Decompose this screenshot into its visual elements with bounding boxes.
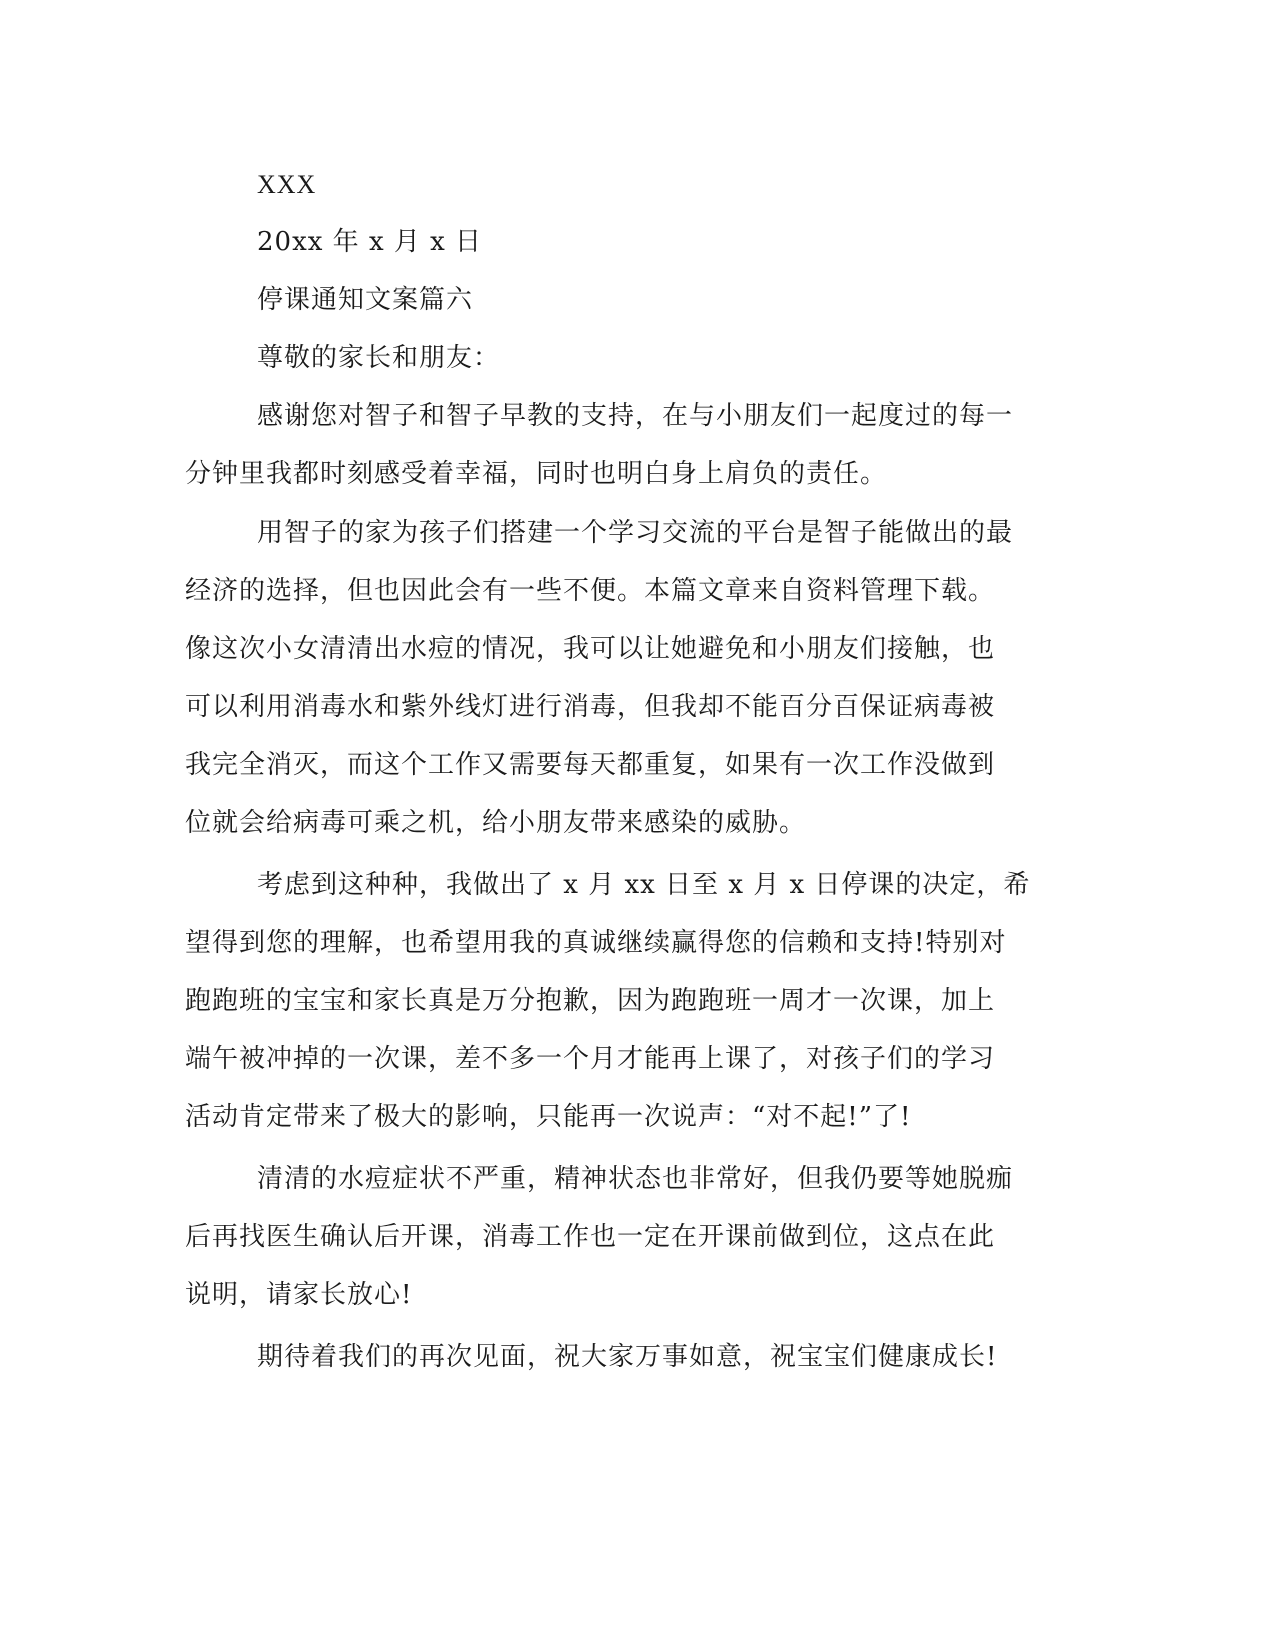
document-heading: 停课通知文案篇六 <box>257 285 474 315</box>
paragraph-line: 考虑到这种种，我做出了 x 月 xx 日至 x 月 x 日停课的决定，希 <box>257 870 1031 900</box>
paragraph-line: 端午被冲掉的一次课，差不多一个月才能再上课了，对孩子们的学习 <box>185 1044 996 1074</box>
paragraph-line: 像这次小女清清出水痘的情况，我可以让她避免和小朋友们接触，也 <box>185 634 996 664</box>
paragraph-line: 活动肯定带来了极大的影响，只能再一次说声：“对不起!”了! <box>185 1102 912 1132</box>
paragraph-line: 说明，请家长放心! <box>185 1280 413 1310</box>
paragraph-line: 清清的水痘症状不严重，精神状态也非常好，但我仍要等她脱痂 <box>257 1164 1014 1194</box>
salutation: 尊敬的家长和朋友： <box>257 343 501 373</box>
paragraph-line: 经济的选择，但也因此会有一些不便。本篇文章来自资料管理下载。 <box>185 576 996 606</box>
paragraph-line: 分钟里我都时刻感受着幸福，同时也明白身上肩负的责任。 <box>185 459 888 489</box>
signature: XXX <box>257 170 317 199</box>
paragraph-line: 望得到您的理解，也希望用我的真诚继续赢得您的信赖和支持!特别对 <box>185 928 1007 958</box>
date-line: 20xx 年 x 月 x 日 <box>257 227 483 257</box>
paragraph-line: 用智子的家为孩子们搭建一个学习交流的平台是智子能做出的最 <box>257 518 1014 548</box>
paragraph-line: 期待着我们的再次见面，祝大家万事如意，祝宝宝们健康成长! <box>257 1342 998 1372</box>
paragraph-line: 位就会给病毒可乘之机，给小朋友带来感染的威胁。 <box>185 808 807 838</box>
paragraph-line: 跑跑班的宝宝和家长真是万分抱歉，因为跑跑班一周才一次课，加上 <box>185 986 996 1016</box>
paragraph-line: 后再找医生确认后开课，消毒工作也一定在开课前做到位，这点在此 <box>185 1222 996 1252</box>
paragraph-line: 感谢您对智子和智子早教的支持，在与小朋友们一起度过的每一 <box>257 401 1014 431</box>
paragraph-line: 我完全消灭，而这个工作又需要每天都重复，如果有一次工作没做到 <box>185 750 996 780</box>
paragraph-line: 可以利用消毒水和紫外线灯进行消毒，但我却不能百分百保证病毒被 <box>185 692 996 722</box>
